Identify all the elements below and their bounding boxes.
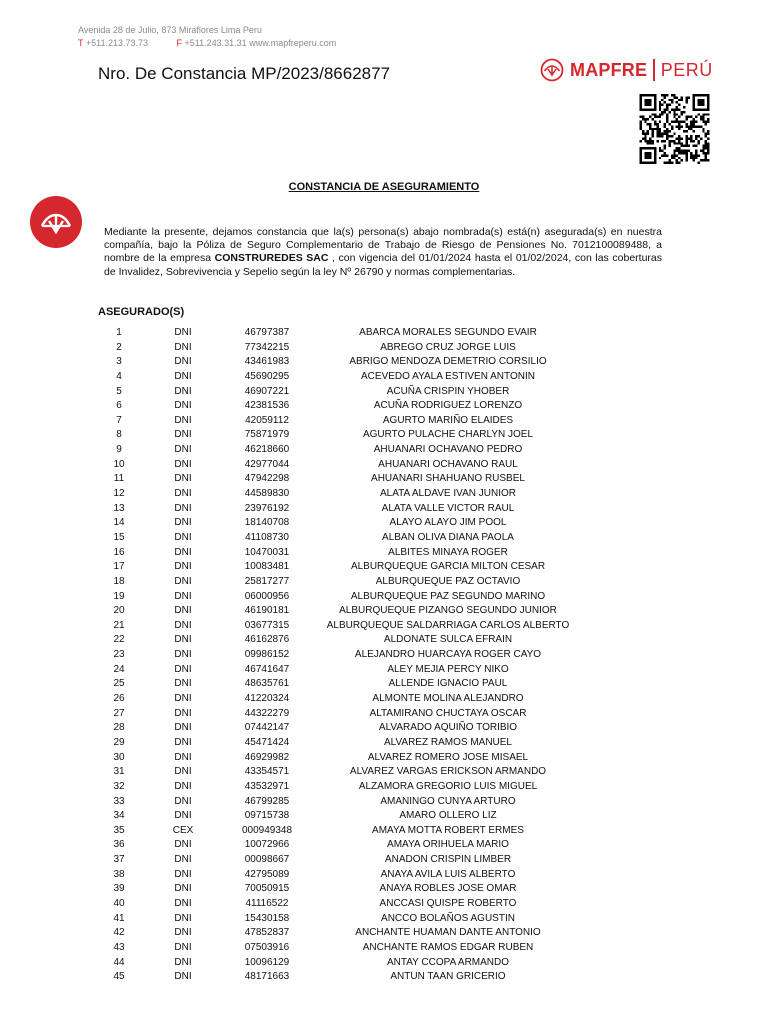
document-type: DNI [174, 458, 192, 470]
document-number: 000949348 [241, 824, 293, 836]
document-type: DNI [174, 810, 192, 822]
phone-number: +511.213.73.73 [85, 38, 149, 48]
insured-name: ANTUN TAAN GRICERIO [390, 971, 506, 983]
row-number: 14 [113, 517, 125, 529]
insured-name: ACEVEDO AYALA ESTIVEN ANTONIN [361, 370, 535, 382]
document-number: 23976192 [244, 502, 290, 514]
table-row [0, 926, 768, 941]
insured-name: ALBITES MINAYA ROGER [388, 546, 508, 558]
document-number: 46162876 [244, 634, 290, 646]
document-number: 75871979 [244, 429, 290, 441]
row-number: 42 [113, 927, 125, 939]
insured-name: ALVAREZ ROMERO JOSE MISAEL [367, 751, 529, 763]
document-type: DNI [174, 663, 192, 675]
mapfre-emblem-icon [540, 58, 564, 82]
table-row [0, 385, 768, 400]
document-type: DNI [174, 649, 192, 661]
insured-name: ALEY MEJIA PERCY NIKO [387, 663, 509, 675]
insured-name: AMANINGO CUNYA ARTURO [380, 795, 516, 807]
document-number: 06000956 [244, 590, 290, 602]
row-number: 44 [113, 956, 125, 968]
document-type: DNI [174, 414, 192, 426]
document-type: DNI [174, 751, 192, 763]
row-number: 18 [113, 575, 125, 587]
document-number: 46907221 [244, 385, 290, 397]
document-number: 45690295 [244, 370, 290, 382]
document-number: 07442147 [244, 722, 290, 734]
document-number: 70050915 [244, 883, 290, 895]
document-number: 46190181 [244, 605, 290, 617]
document-number: 42795089 [244, 868, 290, 880]
document-number: 46218660 [244, 444, 290, 456]
table-row [0, 648, 768, 663]
fax-label: F [176, 38, 183, 48]
document-type: DNI [174, 883, 192, 895]
row-number: 26 [113, 693, 125, 705]
table-row [0, 472, 768, 487]
document-number: 43532971 [244, 780, 290, 792]
insured-name: ACUÑA RODRIGUEZ LORENZO [373, 400, 523, 412]
insured-table [0, 326, 768, 985]
row-number: 8 [116, 429, 122, 441]
insured-name: ABARCA MORALES SEGUNDO EVAIR [359, 327, 537, 338]
insured-name: ALATA ALDAVE IVAN JUNIOR [380, 488, 516, 500]
document-type: DNI [174, 736, 192, 748]
table-row [0, 370, 768, 385]
document-type: DNI [174, 956, 192, 968]
document-type: DNI [174, 531, 192, 543]
document-type: DNI [174, 795, 192, 807]
table-row [0, 824, 768, 839]
row-number: 5 [116, 385, 122, 397]
logo-country-text: PERÚ [660, 59, 713, 80]
table-row [0, 443, 768, 458]
document-type: DNI [174, 444, 192, 456]
document-type: DNI [174, 634, 192, 646]
document-type: DNI [174, 854, 192, 866]
insured-name: AGURTO PULACHE CHARLYN JOEL [362, 429, 534, 441]
insured-name: ANADON CRISPIN LIMBER [384, 854, 512, 866]
mapfre-seal-icon [30, 196, 82, 248]
document-number: 43461983 [244, 356, 290, 368]
row-number: 33 [113, 795, 125, 807]
insured-name: ALBURQUEQUE PAZ SEGUNDO MARINO [350, 590, 546, 602]
table-row [0, 868, 768, 883]
document-type: DNI [174, 370, 192, 382]
document-number: 44589830 [244, 488, 290, 500]
document-type: DNI [174, 488, 192, 500]
document-type: DNI [174, 473, 192, 485]
table-row [0, 809, 768, 824]
document-type: DNI [174, 912, 192, 924]
document-number: 44322279 [244, 707, 290, 719]
insured-name: AHUANARI OCHAVANO RAUL [378, 458, 518, 470]
intro-text-start: Mediante la presente, dejamos constancia que la(s) persona(s) abajo nombrada(s) está(n) asegurada(s) en nuestra compañía, bajo la Póliza de Seguro Complementario de Trabajo de Riesgo de Pensiones No. 7012100089488, a nombre de la empresa [104, 226, 662, 265]
document-number: 43354571 [244, 766, 290, 778]
document-type: DNI [174, 619, 192, 631]
document-number: 41108730 [245, 531, 289, 543]
row-number: 36 [113, 839, 125, 851]
company-name: CONSTRUREDES SAC [214, 252, 329, 265]
document-type: DNI [174, 927, 192, 939]
row-number: 23 [113, 649, 125, 661]
row-number: 45 [113, 971, 125, 983]
insured-name: ANCHANTE RAMOS EDGAR RUBEN [362, 941, 534, 953]
table-row [0, 516, 768, 531]
row-number: 39 [113, 883, 125, 895]
document-number: 45471424 [244, 736, 290, 748]
document-number: 47942298 [244, 473, 290, 485]
row-number: 22 [113, 634, 125, 646]
row-number: 27 [113, 707, 125, 719]
row-number: 10 [113, 458, 125, 470]
logo-brand-text: MAPFRE [570, 59, 648, 80]
document-number: 47852837 [244, 927, 290, 939]
document-number: 77342215 [244, 341, 290, 353]
insured-name: AGURTO MARIÑO ELAIDES [382, 414, 514, 426]
insured-name: AHUANARI SHAHUANO RUSBEL [371, 473, 525, 485]
insured-name: AHUANARI OCHAVANO PEDRO [373, 444, 523, 456]
insured-name: ANCCASI QUISPE ROBERTO [379, 897, 517, 909]
insured-name: ANAYA AVILA LUIS ALBERTO [380, 868, 516, 880]
row-number: 9 [116, 444, 122, 456]
insured-name: ALVAREZ RAMOS MANUEL [384, 736, 512, 748]
insured-name: ALBURQUEQUE GARCIA MILTON CESAR [350, 561, 546, 573]
document-type: DNI [174, 502, 192, 514]
document-number: 09986152 [244, 649, 290, 661]
table-row [0, 663, 768, 678]
table-row [0, 912, 768, 927]
document-type: DNI [174, 707, 192, 719]
table-row [0, 677, 768, 692]
insured-name: AMARO OLLERO LIZ [399, 810, 497, 822]
row-number: 35 [113, 824, 125, 836]
table-row [0, 531, 768, 546]
insured-name: ALTAMIRANO CHUCTAYA OSCAR [369, 707, 527, 719]
document-type: DNI [174, 517, 192, 529]
row-number: 19 [113, 590, 125, 602]
document-type: DNI [174, 693, 192, 705]
row-number: 4 [116, 370, 122, 382]
table-row [0, 560, 768, 575]
insured-name: ACUÑA CRISPIN YHOBER [386, 385, 510, 397]
table-row [0, 575, 768, 590]
logo-divider [653, 59, 655, 81]
document-type: DNI [174, 575, 192, 587]
table-row [0, 780, 768, 795]
row-number: 12 [113, 488, 125, 500]
document-type: CEX [172, 824, 194, 836]
insured-name: ALBAN OLIVA DIANA PAOLA [382, 531, 514, 543]
table-row [0, 428, 768, 443]
row-number: 13 [113, 502, 125, 514]
table-row [0, 751, 768, 766]
certificate-number: Nro. De Constancia MP/2023/8662877 [98, 64, 391, 83]
row-number: 43 [113, 941, 125, 953]
table-row [0, 414, 768, 429]
document-number: 46929982 [244, 751, 290, 763]
insured-name: ALEJANDRO HUARCAYA ROGER CAYO [354, 649, 542, 661]
phone-label: T [78, 38, 84, 48]
document-number: 25817277 [244, 575, 290, 587]
insured-name: ANCCO BOLAÑOS AGUSTIN [381, 912, 515, 924]
document-type: DNI [174, 766, 192, 778]
table-row [0, 590, 768, 605]
row-number: 7 [116, 414, 122, 426]
table-row [0, 619, 768, 634]
document-number: 46797387 [244, 327, 290, 338]
document-type: DNI [174, 546, 192, 558]
document-number: 48635761 [244, 678, 290, 690]
row-number: 38 [113, 868, 125, 880]
row-number: 11 [113, 473, 125, 485]
insured-name: ALBURQUEQUE PIZANGO SEGUNDO JUNIOR [339, 605, 557, 617]
document-number: 10072966 [244, 839, 290, 851]
document-number: 42059112 [245, 414, 289, 426]
table-row [0, 633, 768, 648]
intro-text-end: , con vigencia del 01/01/2024 hasta el 01/02/2024, con las coberturas de Invalidez, Sobrevivencia y Sepelio según la ley Nº 26790 y normas complementarias. [104, 252, 662, 278]
table-row [0, 765, 768, 780]
insured-section-title: ASEGURADO(S) [98, 306, 185, 318]
insured-name: ALBURQUEQUE PAZ OCTAVIO [375, 575, 521, 587]
company-address-block [78, 24, 336, 50]
document-number: 46741647 [244, 663, 290, 675]
row-number: 2 [116, 341, 122, 353]
table-row [0, 355, 768, 370]
document-type: DNI [174, 341, 192, 353]
document-number: 46799285 [244, 795, 290, 807]
insured-name: ALVARADO AQUIÑO TORIBIO [378, 722, 518, 734]
table-row [0, 736, 768, 751]
insured-name: ALBURQUEQUE SALDARRIAGA CARLOS ALBERTO [326, 619, 570, 631]
document-number: 07503916 [244, 941, 290, 953]
row-number: 34 [113, 810, 125, 822]
table-row [0, 795, 768, 810]
document-title: CONSTANCIA DE ASEGURAMIENTO [288, 181, 480, 193]
document-type: DNI [174, 722, 192, 734]
document-type: DNI [174, 971, 192, 983]
table-row [0, 341, 768, 356]
document-number: 15430158 [244, 912, 290, 924]
document-type: DNI [174, 605, 192, 617]
table-row [0, 956, 768, 971]
document-type: DNI [174, 941, 192, 953]
document-number: 41220324 [244, 693, 290, 705]
table-row [0, 546, 768, 561]
row-number: 37 [113, 854, 125, 866]
document-type: DNI [174, 868, 192, 880]
insured-name: AMAYA MOTTA ROBERT ERMES [372, 824, 524, 836]
table-row [0, 853, 768, 868]
document-number: 00098667 [244, 854, 290, 866]
row-number: 32 [113, 780, 125, 792]
insured-name: ANAYA ROBLES JOSE OMAR [379, 883, 517, 895]
document-type: DNI [174, 678, 192, 690]
table-row [0, 707, 768, 722]
insured-name: ALVAREZ VARGAS ERICKSON ARMANDO [349, 766, 547, 778]
row-number: 29 [113, 736, 125, 748]
document-type: DNI [174, 356, 192, 368]
row-number: 16 [113, 546, 125, 558]
table-row [0, 721, 768, 736]
insured-name: ABRIGO MENDOZA DEMETRIO CORSILIO [349, 356, 547, 368]
row-number: 3 [116, 356, 122, 368]
row-number: 24 [113, 663, 125, 675]
insured-name: ALATA VALLE VICTOR RAUL [381, 502, 515, 514]
table-row [0, 487, 768, 502]
row-number: 21 [113, 619, 125, 631]
address-line: Avenida 28 de Julio, 873 Miraflores Lima Peru [78, 25, 262, 35]
document-number: 48171663 [244, 971, 290, 983]
row-number: 15 [113, 531, 125, 543]
table-row [0, 326, 768, 341]
table-row [0, 502, 768, 517]
document-type: DNI [174, 897, 192, 909]
insured-name: ABREGO CRUZ JORGE LUIS [380, 341, 516, 353]
document-type: DNI [174, 590, 192, 602]
document-type: DNI [174, 429, 192, 441]
document-number: 10083481 [244, 561, 290, 573]
document-type: DNI [174, 780, 192, 792]
insured-name: ALMONTE MOLINA ALEJANDRO [372, 693, 524, 705]
document-number: 18140708 [244, 517, 290, 529]
insured-name: ALZAMORA GREGORIO LUIS MIGUEL [358, 780, 538, 792]
document-type: DNI [174, 385, 192, 397]
qr-code-icon [638, 94, 711, 164]
table-row [0, 399, 768, 414]
document-number: 03677315 [244, 619, 290, 631]
row-number: 31 [113, 766, 125, 778]
table-row [0, 941, 768, 956]
fax-and-website: +511.243.31.31 www.mapfreperu.com [184, 38, 337, 48]
document-number: 41116522 [245, 897, 289, 909]
document-type: DNI [174, 561, 192, 573]
table-row [0, 897, 768, 912]
document-number: 10470031 [244, 546, 290, 558]
insured-name: ALAYO ALAYO JIM POOL [389, 517, 507, 529]
row-number: 30 [113, 751, 125, 763]
document-type: DNI [174, 839, 192, 851]
row-number: 41 [113, 912, 125, 924]
row-number: 25 [113, 678, 125, 690]
document-type: DNI [174, 400, 192, 412]
insured-name: AMAYA ORIHUELA MARIO [387, 839, 509, 851]
mapfre-logo [540, 57, 713, 83]
row-number: 6 [116, 400, 122, 412]
row-number: 17 [113, 561, 125, 573]
document-number: 42381536 [244, 400, 290, 412]
insured-name: ALLENDE IGNACIO PAUL [388, 678, 508, 690]
document-type: DNI [174, 327, 192, 338]
table-row [0, 458, 768, 473]
row-number: 40 [113, 897, 125, 909]
insured-name: ANTAY CCOPA ARMANDO [386, 956, 510, 968]
contact-line [78, 37, 336, 50]
document-number: 42977044 [244, 458, 290, 470]
table-row [0, 970, 768, 985]
row-number: 28 [113, 722, 125, 734]
insured-name: ALDONATE SULCA EFRAIN [383, 634, 513, 646]
insured-name: ANCHANTE HUAMAN DANTE ANTONIO [355, 927, 541, 939]
table-row [0, 882, 768, 897]
table-row [0, 604, 768, 619]
table-row [0, 838, 768, 853]
table-row [0, 692, 768, 707]
row-number: 20 [113, 605, 125, 617]
document-number: 10096129 [244, 956, 290, 968]
document-number: 09715738 [244, 810, 290, 822]
intro-paragraph [104, 226, 662, 279]
row-number: 1 [116, 327, 122, 338]
